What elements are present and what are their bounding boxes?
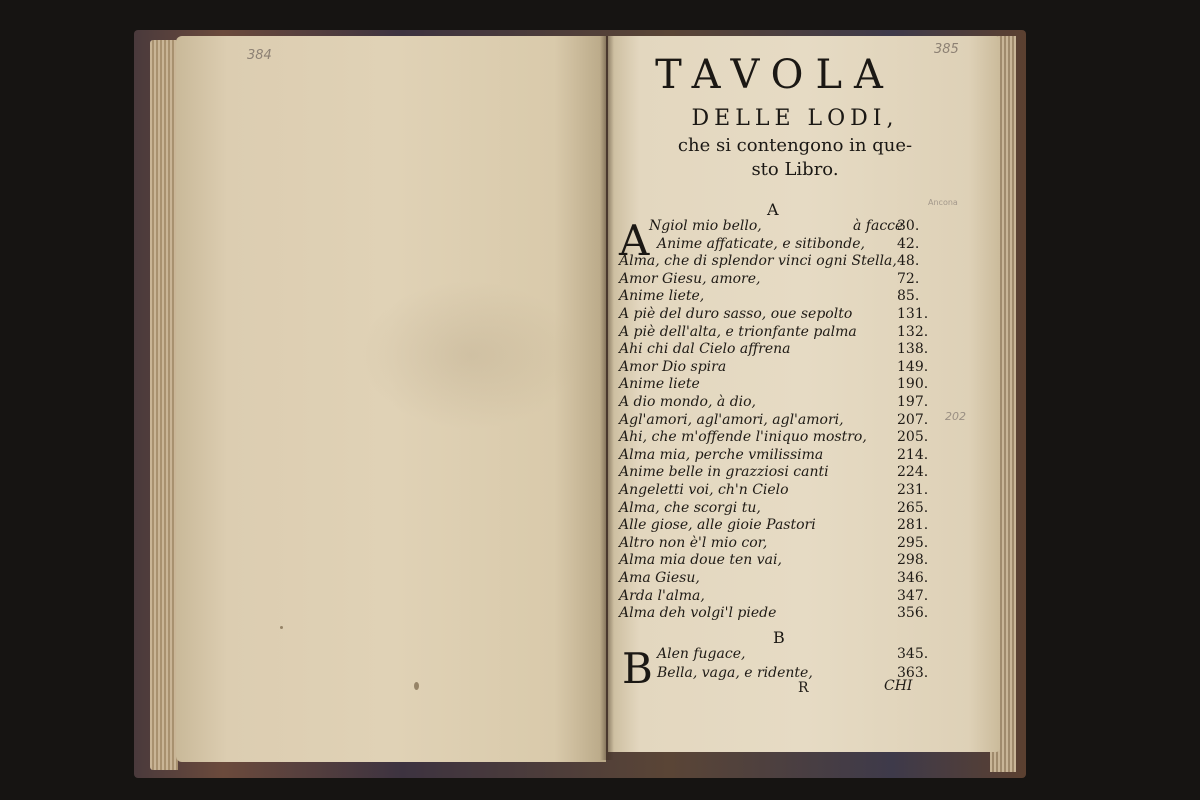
- index-entry: [657, 236, 939, 254]
- entry-title: Ahi chi dal Cielo affrena: [619, 341, 791, 358]
- entry-page-number: 197.: [897, 394, 929, 410]
- entry-title: Anime affaticate, e sitibonde,: [657, 235, 865, 252]
- right-page-number: 385: [934, 42, 959, 57]
- entry-title: Agl'amori, agl'amori, agl'amori,: [619, 411, 844, 428]
- left-page-number: 384: [247, 48, 272, 63]
- entry-page-number: 131.: [897, 306, 929, 322]
- page-subtitle-line2: [610, 134, 980, 182]
- entry-page-number: 72.: [897, 270, 920, 287]
- entry-page-number: 298.: [897, 552, 929, 569]
- drop-cap-b: B: [622, 644, 653, 693]
- index-entry: [619, 376, 939, 394]
- ink-spot: [280, 626, 283, 629]
- index-entry: [619, 482, 939, 500]
- entry-title: Ahi, che m'offende l'iniquo mostro,: [619, 429, 867, 446]
- entry-title: Alle giose, alle gioie Pastori: [619, 517, 816, 534]
- entry-title: Alma, che scorgi tu,: [619, 499, 761, 516]
- index-entry: [657, 646, 939, 664]
- index-entry: [619, 341, 939, 359]
- entry-page-number: 345.: [897, 646, 929, 662]
- pencil-annotation-top: Ancona: [928, 198, 958, 207]
- entry-page-number: 295.: [897, 534, 929, 551]
- index-entry: [619, 306, 939, 324]
- index-entry: [619, 588, 939, 606]
- index-entry: [619, 605, 939, 623]
- entry-title: Angeletti voi, ch'n Cielo: [619, 482, 789, 498]
- subtitle-line-3: sto Libro.: [751, 159, 839, 180]
- ink-show-through: [360, 280, 580, 430]
- index-entry: [619, 447, 939, 465]
- entry-page-number: 85.: [897, 288, 920, 305]
- entry-page-number: 231.: [897, 482, 929, 498]
- entry-page-number: 207.: [897, 411, 929, 428]
- entry-title: Anime liete: [619, 376, 700, 393]
- entry-title: A piè del duro sasso, oue sepolto: [619, 306, 853, 322]
- entry-page-number: 347.: [897, 587, 929, 604]
- entry-title: A piè dell'alta, e trionfante palma: [619, 323, 857, 340]
- entry-title: A dio mondo, à dio,: [619, 394, 757, 410]
- entry-title: Alma, che di splendor vinci ogni Stella,: [619, 253, 897, 270]
- section-heading-b: B: [773, 628, 785, 647]
- index-entry: [619, 271, 939, 289]
- entry-page-number: 224.: [897, 464, 929, 481]
- index-entry: [619, 464, 939, 482]
- pencil-annotation: 202: [945, 410, 966, 423]
- entry-title: Alma mia, perche vmilissima: [619, 446, 824, 463]
- entry-page-number: 30.: [897, 218, 920, 234]
- index-entry: [649, 218, 939, 236]
- entry-title: Amor Giesu, amore,: [619, 270, 761, 287]
- index-entry: [619, 324, 939, 342]
- entry-page-number: 363.: [897, 665, 929, 681]
- entry-page-number: 214.: [897, 446, 929, 463]
- page-subtitle: DELLE LODI,: [691, 106, 899, 131]
- index-entry: [619, 500, 939, 518]
- page-title: TAVOLA: [655, 52, 895, 98]
- index-entry: [619, 288, 939, 306]
- entry-page-number: 48.: [897, 253, 920, 270]
- entry-page-number: 281.: [897, 517, 929, 534]
- entry-title: Anime belle in grazziosi canti: [619, 464, 829, 481]
- entry-page-number: 132.: [897, 323, 929, 340]
- index-entry: [619, 570, 939, 588]
- index-entry: [619, 359, 939, 377]
- entry-title: Ama Giesu,: [619, 570, 700, 586]
- index-entry: [619, 552, 939, 570]
- index-entry: [619, 253, 939, 271]
- entry-page-number: 149.: [897, 358, 929, 375]
- index-entry: [619, 412, 939, 430]
- entry-title: Bella, vaga, e ridente,: [657, 665, 813, 681]
- entry-page-number: 190.: [897, 376, 929, 393]
- catchword: CHI: [884, 678, 913, 694]
- section-heading-a: A: [767, 200, 779, 219]
- subtitle-line-2: che si contengono in que-: [677, 135, 913, 156]
- index-entry: [619, 394, 939, 412]
- entry-title: Ngiol mio bello,: [649, 218, 762, 234]
- drop-cap-a: A: [619, 216, 650, 265]
- entry-page-number: 42.: [897, 235, 920, 252]
- entry-title: Arda l'alma,: [619, 587, 705, 604]
- entry-page-number: 205.: [897, 429, 929, 446]
- entry-title: Alma deh volgi'l piede: [619, 605, 777, 622]
- entry-title: Altro non è'l mio cor,: [619, 534, 768, 551]
- entry-page-number: 265.: [897, 499, 929, 516]
- entry-page-number: 346.: [897, 570, 929, 586]
- entry-page-number: 356.: [897, 605, 929, 622]
- page-block-edge-left: [150, 40, 178, 770]
- entry-title: Alma mia doue ten vai,: [619, 552, 782, 569]
- entry-page-number: 138.: [897, 341, 929, 358]
- index-entry: [619, 517, 939, 535]
- index-entry: [619, 429, 939, 447]
- ink-spot: [414, 682, 419, 690]
- index-entry: [619, 535, 939, 553]
- entry-title: Amor Dio spira: [619, 358, 727, 375]
- a-facce-label: à facce: [853, 218, 904, 234]
- signature-mark: R: [798, 680, 809, 696]
- entry-title: Alen fugace,: [657, 646, 746, 662]
- entry-title: Anime liete,: [619, 288, 705, 305]
